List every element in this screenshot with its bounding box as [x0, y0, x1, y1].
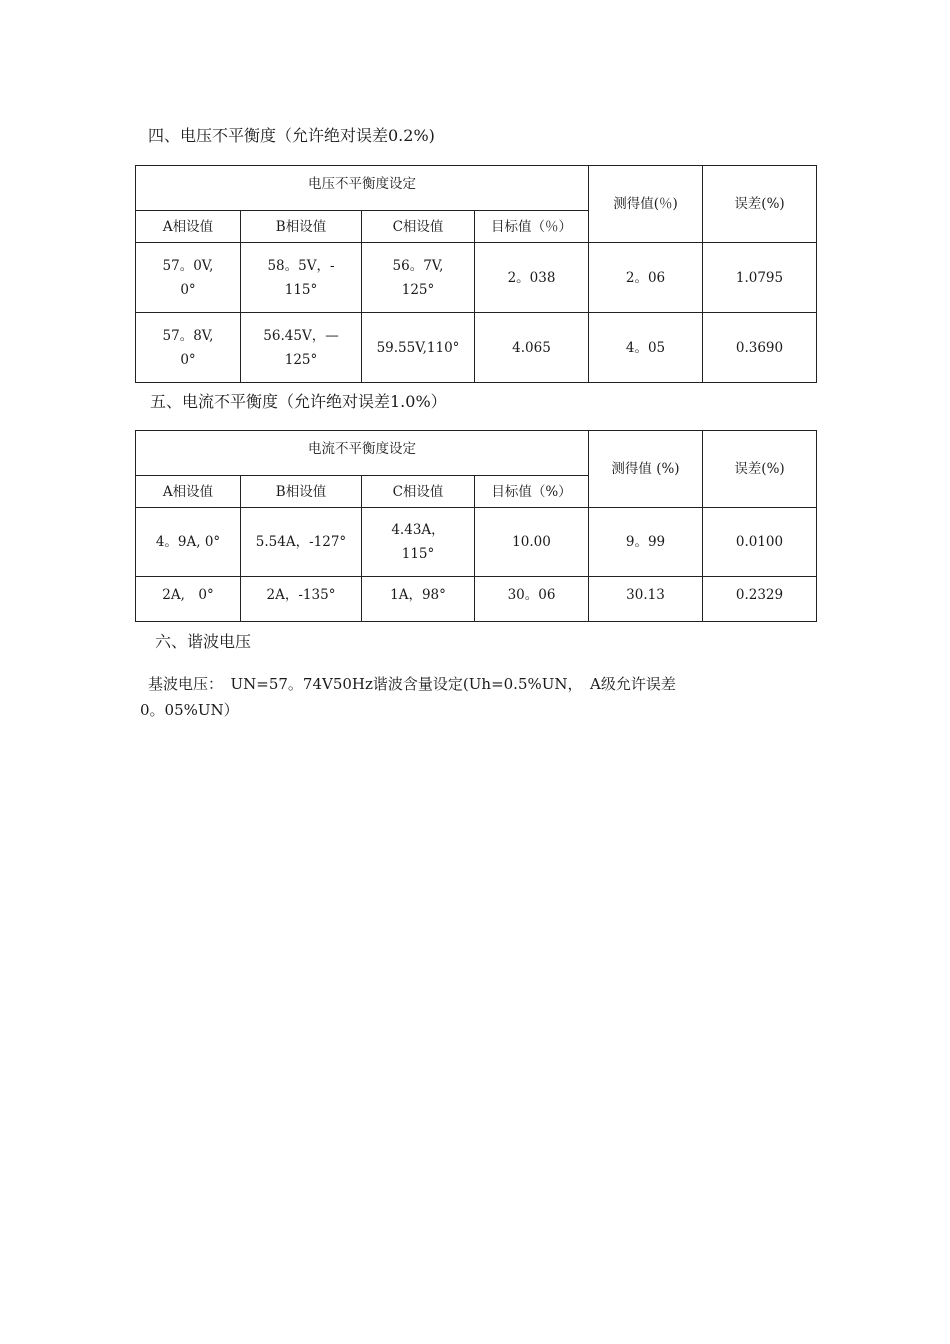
- table-row: [136, 313, 817, 383]
- sub-header-target: 目标值（％）: [475, 211, 589, 243]
- section-4-heading: 四、电压不平衡度（允许绝对误差0.2%): [148, 126, 435, 145]
- group-header: 电压不平衡度设定: [136, 166, 589, 211]
- cell-target: 2。038: [475, 243, 589, 313]
- cell-target: 30。06: [475, 577, 589, 622]
- cell-a-line2: 0°: [180, 281, 196, 298]
- cell-a-line1: 57。0V,: [162, 257, 214, 274]
- sub-header-b: B相设值: [241, 476, 362, 508]
- cell-b-line2: 125°: [284, 351, 318, 368]
- cell-b: [241, 243, 362, 313]
- cell-a-line2: 0°: [180, 351, 196, 368]
- sub-header-c: C相设值: [362, 476, 475, 508]
- harmonic-line-2: 0。05%UN）: [140, 701, 239, 719]
- cell-measured: 4。05: [589, 313, 703, 383]
- cell-error: 0.0100: [703, 508, 817, 577]
- section-6-heading: 六、谐波电压: [155, 632, 252, 651]
- error-header: 误差(%): [703, 431, 817, 508]
- cell-c: [362, 508, 475, 577]
- cell-c: 1A，98°: [362, 577, 475, 622]
- sub-header-a: A相设值: [136, 211, 241, 243]
- measured-header: 测得值(％): [589, 166, 703, 243]
- cell-b-line1: 58。5V，-: [267, 257, 335, 274]
- error-header: 误差(%): [703, 166, 817, 243]
- sub-header-a: A相设值: [136, 476, 241, 508]
- current-unbalance-table: [135, 430, 817, 622]
- sub-header-target: 目标值（%）: [475, 476, 589, 508]
- table-row: [136, 243, 817, 313]
- cell-a-line1: 57。8V,: [162, 327, 214, 344]
- cell-b: 5.54A，-127°: [241, 508, 362, 577]
- cell-measured: 2。06: [589, 243, 703, 313]
- cell-b: 2A，-135°: [241, 577, 362, 622]
- cell-c: [362, 243, 475, 313]
- cell-b-line2: 115°: [284, 281, 318, 298]
- sub-header-c: C相设值: [362, 211, 475, 243]
- cell-target: 10.00: [475, 508, 589, 577]
- group-header: 电流不平衡度设定: [136, 431, 589, 476]
- measured-header: 测得值 (%): [589, 431, 703, 508]
- cell-measured: 9。99: [589, 508, 703, 577]
- cell-a: [136, 243, 241, 313]
- voltage-unbalance-table: [135, 165, 817, 383]
- cell-error: 0.3690: [703, 313, 817, 383]
- harmonic-paragraph: [140, 671, 788, 723]
- table-row: [136, 508, 817, 577]
- cell-a: [136, 313, 241, 383]
- cell-error: 1.0795: [703, 243, 817, 313]
- cell-a: 2A, 0°: [136, 577, 241, 622]
- cell-c-line2: 125°: [401, 281, 435, 298]
- cell-target: 4.065: [475, 313, 589, 383]
- cell-b-line1: 56.45V，—: [263, 327, 339, 344]
- sub-header-b: B相设值: [241, 211, 362, 243]
- cell-a: 4。9A, 0°: [136, 508, 241, 577]
- section-5-heading: 五、电流不平衡度（允许绝对误差1.0%）: [150, 392, 447, 411]
- cell-c-line2: 115°: [401, 546, 435, 562]
- cell-c: 59.55V,110°: [362, 313, 475, 383]
- cell-c-line1: 4.43A，: [391, 522, 445, 538]
- harmonic-line-1: 基波电压： UN=57。74V50Hz谐波含量设定(Uh=0.5%UN， A级允许误差: [148, 675, 676, 693]
- cell-b: [241, 313, 362, 383]
- cell-error: 0.2329: [703, 577, 817, 622]
- table-row: [136, 577, 817, 622]
- cell-measured: 30.13: [589, 577, 703, 622]
- cell-c-line1: 56。7V,: [392, 257, 444, 274]
